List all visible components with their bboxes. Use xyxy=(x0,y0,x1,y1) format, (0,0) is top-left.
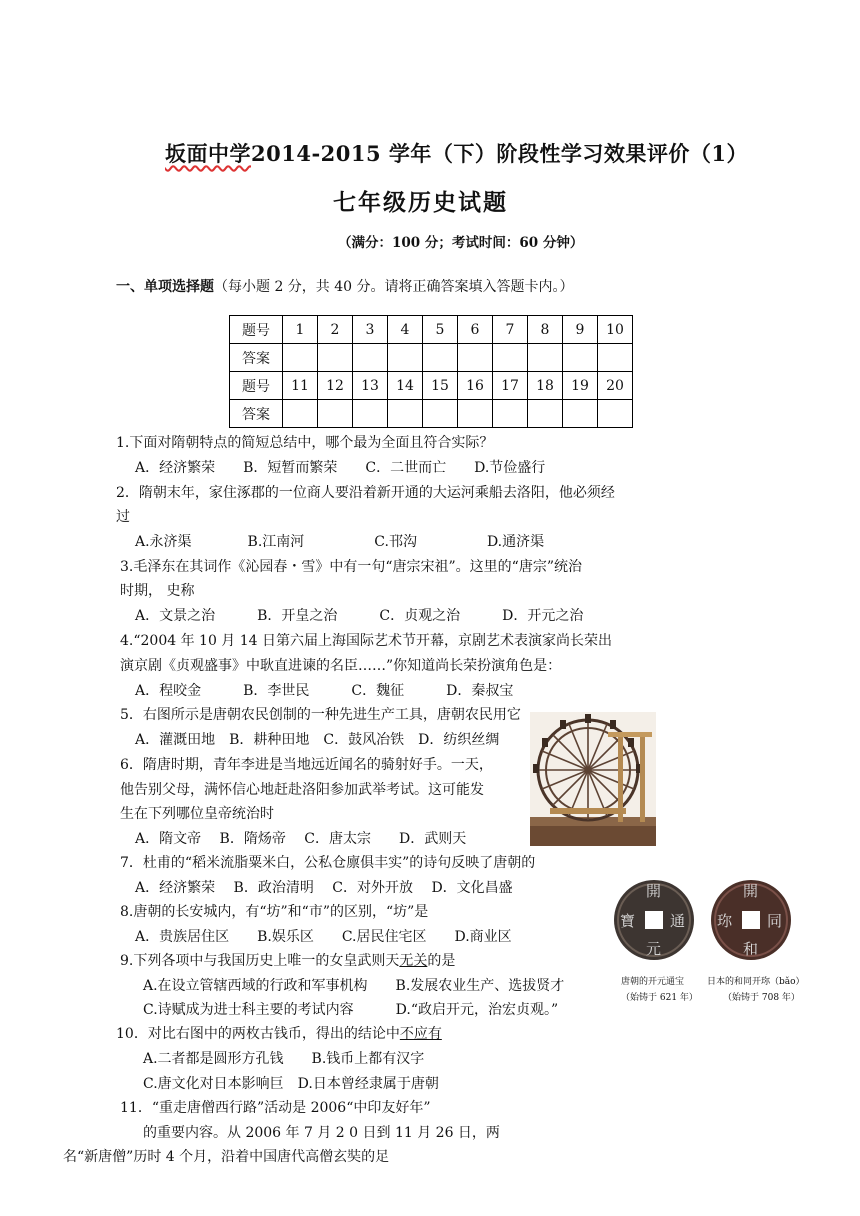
question-6-options: A．隋文帝 B．隋炀帝 C．唐太宗 D．武则天 xyxy=(135,831,467,847)
answer-cell[interactable] xyxy=(458,344,493,372)
score-info: （满分：100 分；考试时间：60 分钟） xyxy=(338,235,584,251)
question-3-options: A．文景之治 B．开皇之治 C．贞观之治 D．开元之治 xyxy=(135,608,584,624)
answer-cell[interactable] xyxy=(318,344,353,372)
answer-cell[interactable] xyxy=(493,400,528,428)
question-number: 20 xyxy=(598,372,633,400)
question-number: 7 xyxy=(493,316,528,344)
row-label: 答案 xyxy=(230,344,283,372)
answer-cell[interactable] xyxy=(563,400,598,428)
question-9-text-end: 的是 xyxy=(427,953,456,969)
question-4-options: A．程咬金 B．李世民 C．魏征 D．秦叔宝 xyxy=(135,683,514,699)
question-6: 6．隋唐时期，青年李进是当地远近闻名的骑射好手。一天， xyxy=(120,757,493,773)
question-6-cont: 他告别父母，满怀信心地赶赴洛阳参加武举考试。这可能发 xyxy=(120,782,484,798)
exam-title-rest: 2014-2015 学年（下）阶段性学习效果评价（1） xyxy=(251,141,749,166)
question-2: 2．隋朝末年，家住涿郡的一位商人要沿着新开通的大运河乘船去洛阳，他必须经 xyxy=(116,485,615,501)
question-10 xyxy=(116,1023,442,1043)
question-2-options: A.永济渠 B.江南河 C.邗沟 D.通济渠 xyxy=(135,534,545,550)
question-number: 9 xyxy=(563,316,598,344)
row-label: 答案 xyxy=(230,400,283,428)
exam-title xyxy=(165,138,748,168)
answer-cell[interactable] xyxy=(318,400,353,428)
table-row xyxy=(230,316,633,344)
question-number: 5 xyxy=(423,316,458,344)
question-5-options: A．灌溉田地 B．耕种田地 C．鼓风冶铁 D．纺织丝绸 xyxy=(135,732,500,748)
section-heading xyxy=(116,276,574,296)
answer-cell[interactable] xyxy=(423,400,458,428)
answer-cell[interactable] xyxy=(283,344,318,372)
question-7-options: A．经济繁荣 B．政治清明 C．对外开放 D．文化昌盛 xyxy=(135,880,513,896)
coin-left-caption-date: （始铸于 621 年） xyxy=(621,993,698,1003)
coin-left-char: 通 xyxy=(670,912,686,930)
question-1-options: A．经济繁荣 B．短暂而繁荣 C．二世而亡 D.节俭盛行 xyxy=(135,460,546,476)
waterwheel-image xyxy=(530,712,656,846)
question-5: 5．右图所示是唐朝农民创制的一种先进生产工具，唐朝农民用它 xyxy=(120,707,521,723)
question-3-cont: 时期， 史称 xyxy=(120,583,195,599)
question-10-underlined: 不应有 xyxy=(399,1026,442,1042)
coins-figure xyxy=(607,872,817,1012)
question-10-options-cd: C.唐文化对日本影响巨 D.日本曾经隶属于唐朝 xyxy=(143,1076,439,1092)
question-11: 11．“重走唐僧西行路”活动是 2006“中印友好年” xyxy=(120,1100,431,1116)
question-9-options-cd: C.诗赋成为进士科主要的考试内容 D.“政启开元，治宏贞观。” xyxy=(143,1002,559,1018)
answer-cell[interactable] xyxy=(598,400,633,428)
question-11-cont: 的重要内容。从 2006 年 7 月 2 0 日到 11 月 26 日，两 xyxy=(143,1125,500,1141)
row-label: 题号 xyxy=(230,316,283,344)
question-number: 3 xyxy=(353,316,388,344)
coin-right-char: 開 xyxy=(743,882,759,900)
question-number: 13 xyxy=(353,372,388,400)
question-number: 18 xyxy=(528,372,563,400)
table-row xyxy=(230,344,633,372)
answer-cell[interactable] xyxy=(458,400,493,428)
answer-cell[interactable] xyxy=(598,344,633,372)
coin-right-char: 和 xyxy=(743,940,759,958)
coin-right-char: 同 xyxy=(767,912,783,930)
coin-left-char: 寶 xyxy=(620,912,636,930)
question-number: 4 xyxy=(388,316,423,344)
question-4: 4.“2004 年 10 月 14 日第六届上海国际艺术节开幕，京剧艺术表演家尚长荣出 xyxy=(120,633,613,649)
question-number: 1 xyxy=(283,316,318,344)
table-row xyxy=(230,372,633,400)
question-4-cont: 演京剧《贞观盛事》中耿直进谏的名臣……”你知道尚长荣扮演角色是： xyxy=(120,658,562,674)
question-8-options: A．贵族居住区 B.娱乐区 C.居民住宅区 D.商业区 xyxy=(135,929,512,945)
table-row xyxy=(230,400,633,428)
question-number: 14 xyxy=(388,372,423,400)
coin-right-caption: 日本的和同开珎（bǎo） xyxy=(707,977,805,987)
section-note: （每小题 2 分，共 40 分。请将正确答案填入答题卡内。） xyxy=(214,279,574,295)
school-name: 坂面中学 xyxy=(165,141,251,166)
question-7: 7．杜甫的“稻米流脂粟米白，公私仓廪俱丰实”的诗句反映了唐朝的 xyxy=(120,855,536,871)
coin-left-caption: 唐朝的开元通宝 xyxy=(621,977,685,987)
question-2-cont: 过 xyxy=(116,509,130,525)
question-6-cont2: 生在下列哪位皇帝统治时 xyxy=(120,806,274,822)
answer-cell[interactable] xyxy=(563,344,598,372)
coin-right-caption-date: （始铸于 708 年） xyxy=(723,993,800,1003)
answer-cell[interactable] xyxy=(388,400,423,428)
question-number: 2 xyxy=(318,316,353,344)
question-number: 6 xyxy=(458,316,493,344)
question-number: 11 xyxy=(283,372,318,400)
question-1: 1.下面对隋朝特点的简短总结中，哪个最为全面且符合实际？ xyxy=(116,435,494,451)
question-number: 8 xyxy=(528,316,563,344)
answer-cell[interactable] xyxy=(528,400,563,428)
question-number: 19 xyxy=(563,372,598,400)
coin-left-char: 開 xyxy=(646,882,662,900)
answer-cell[interactable] xyxy=(493,344,528,372)
question-number: 16 xyxy=(458,372,493,400)
row-label: 题号 xyxy=(230,372,283,400)
question-9-options-ab: A.在设立管辖西域的行政和军事机构 B.发展农业生产、选拔贤才 xyxy=(143,978,565,994)
answer-cell[interactable] xyxy=(283,400,318,428)
question-10-options-ab: A.二者都是圆形方孔钱 B.钱币上都有汉字 xyxy=(143,1051,425,1067)
question-9-underlined: 无关 xyxy=(399,953,428,969)
answer-cell[interactable] xyxy=(528,344,563,372)
question-8: 8.唐朝的长安城内，有“坊”和“市”的区别，“坊”是 xyxy=(120,904,429,920)
question-number: 15 xyxy=(423,372,458,400)
coin-right-char: 珎 xyxy=(717,912,733,930)
section-title: 一、单项选择题 xyxy=(116,279,214,295)
question-10-text: 10．对比右图中的两枚古钱币，得出的结论中 xyxy=(116,1026,400,1042)
coin-left-char: 元 xyxy=(646,940,662,958)
question-9-text: 9.下列各项中与我国历史上唯一的女皇武则天 xyxy=(120,953,400,969)
answer-cell[interactable] xyxy=(353,400,388,428)
answer-card-table xyxy=(229,315,633,428)
exam-subtitle: 七年级历史试题 xyxy=(333,189,508,216)
question-3: 3.毛泽东在其词作《沁园春・雪》中有一句“唐宗宋祖”。这里的“唐宗”统治 xyxy=(120,559,582,575)
question-number: 17 xyxy=(493,372,528,400)
question-number: 10 xyxy=(598,316,633,344)
question-11-cont2: 名“新唐僧”历时 4 个月，沿着中国唐代高僧玄奘的足 xyxy=(63,1149,390,1165)
question-number: 12 xyxy=(318,372,353,400)
answer-cell[interactable] xyxy=(423,344,458,372)
question-9 xyxy=(120,950,455,970)
answer-cell[interactable] xyxy=(388,344,423,372)
answer-cell[interactable] xyxy=(353,344,388,372)
